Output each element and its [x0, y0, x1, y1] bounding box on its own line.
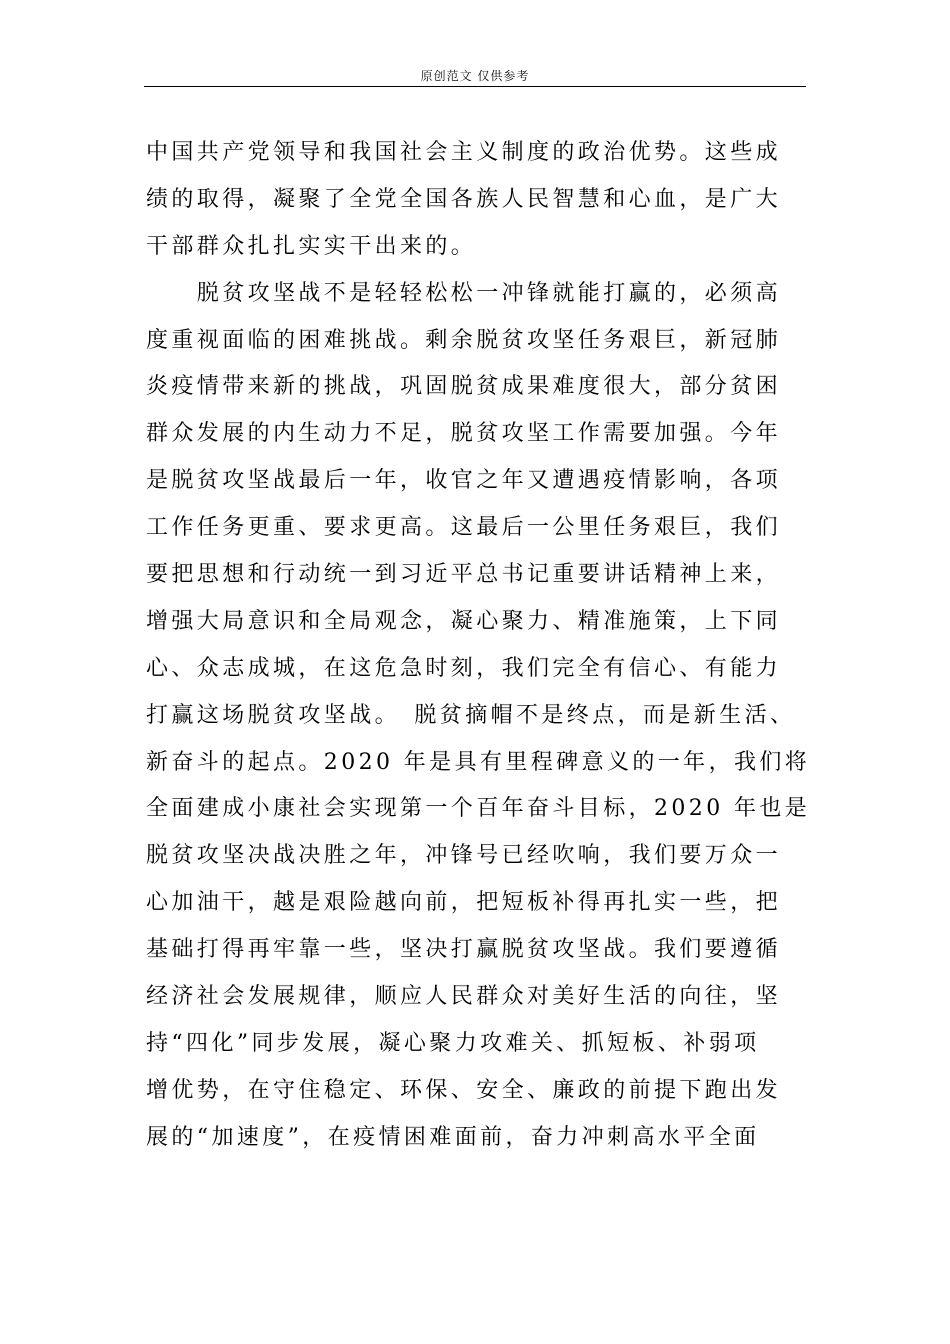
text-line: 基础打得再牢靠一些，坚决打赢脱贫攻坚战。我们要遵循 [146, 937, 782, 963]
text-line: 干部群众扎扎实实干出来的。 [146, 233, 477, 259]
text-line: 中国共产党领导和我国社会主义制度的政治优势。这些成 [146, 140, 782, 165]
header-divider [144, 86, 806, 87]
text-line: 打赢这场脱贫攻坚战。 脱贫摘帽不是终点，而是新生活、 [146, 702, 796, 728]
text-line: 绩的取得，凝聚了全党全国各族人民智慧和心血，是广大 [146, 186, 782, 212]
text-line: 度重视面临的困难挑战。剩余脱贫攻坚任务艰巨，新冠肺 [146, 327, 782, 353]
text-line: 增优势，在守住稳定、环保、安全、廉政的前提下跑出发 [146, 1077, 782, 1103]
text-line: 心、众志成城，在这危急时刻，我们完全有信心、有能力 [146, 655, 782, 681]
text-line: 脱贫攻坚决战决胜之年，冲锋号已经吹响，我们要万众一 [146, 843, 782, 869]
text-line: 脱贫攻坚战不是轻轻松松一冲锋就能打赢的，必须高 [146, 280, 782, 306]
text-line: 是脱贫攻坚战最后一年，收官之年又遭遇疫情影响，各项 [146, 468, 782, 494]
text-line: 要把思想和行动统一到习近平总书记重要讲话精神上来， [146, 562, 782, 588]
text-line: 持“四化”同步发展，凝心聚力攻难关、抓短板、补弱项 [146, 1030, 760, 1056]
page-header: 原创范文 仅供参考 [420, 69, 530, 83]
text-line: 炎疫情带来新的挑战，巩固脱贫成果难度很大，部分贫困 [146, 374, 782, 400]
text-line: 全面建成小康社会实现第一个百年奋斗目标，2020 年也是 [146, 796, 811, 822]
text-line: 增强大局意识和全局观念，凝心聚力、精准施策，上下同 [146, 608, 782, 634]
text-line: 展的“加速度”，在疫情困难面前，奋力冲刺高水平全面 [146, 1124, 760, 1150]
text-line: 群众发展的内生动力不足，脱贫攻坚工作需要加强。今年 [146, 421, 782, 447]
text-line: 经济社会发展规律，顺应人民群众对美好生活的向往，坚 [146, 984, 782, 1010]
document-body [146, 130, 836, 1162]
text-line: 新奋斗的起点。2020 年是具有里程碑意义的一年，我们将 [146, 749, 811, 775]
text-line: 工作任务更重、要求更高。这最后一公里任务艰巨，我们 [146, 515, 782, 541]
text-line: 心加油干，越是艰险越向前，把短板补得再扎实一些，把 [146, 890, 782, 916]
